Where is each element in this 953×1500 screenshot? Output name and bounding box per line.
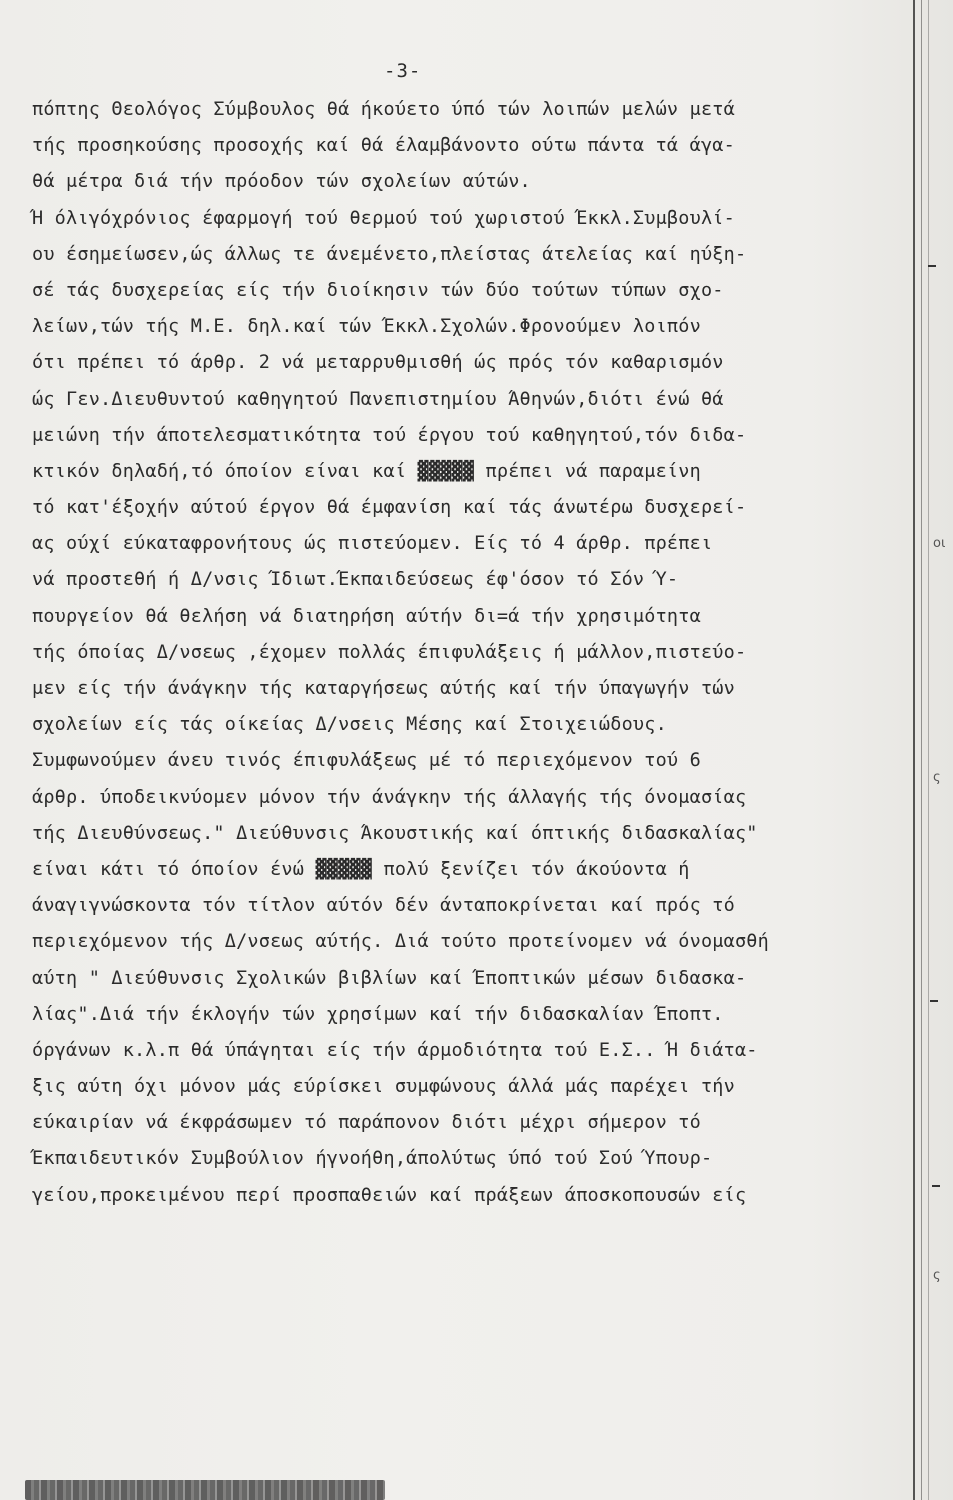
text-line: άναγιγνώσκοντα τόν τίτλον αύτόν δέν άνταποκρίνεται καί πρός τό xyxy=(32,895,735,917)
text-line: λείων,τών τής Μ.Ε. δηλ.καί τών Έκκλ.Σχολών.Φρονούμεν λοιπόν xyxy=(32,316,701,338)
text-line: αύτη " Διεύθυνσις Σχολικών βιβλίων καί Έποπτικών μέσων διδασκα- xyxy=(32,967,747,989)
text-line: τής Διευθύνσεως." Διεύθυνσις Άκουστικής καί όπτικής διδασκαλίας" xyxy=(32,822,758,844)
text-line: λίας".Διά τήν έκλογήν τών χρησίμων καί τήν διδασκαλίαν Έποπτ. xyxy=(32,1003,724,1025)
margin-tick xyxy=(930,1000,938,1002)
text-line: ας ούχί εύκαταφρονήτους ώς πιστεύομεν. Είς τό 4 άρθρ. πρέπει xyxy=(32,533,713,555)
text-line: πουργείον θά θελήση νά διατηρήση αύτήν δι=ά τήν χρησιμότητα xyxy=(32,605,701,627)
page-edge-line xyxy=(913,0,915,1500)
text-line: είναι κάτι τό όποίον ένώ ▓▓▓▓▓ πολύ ξενίζει τόν άκούοντα ή xyxy=(32,858,690,880)
text-line: μεν είς τήν άνάγκην τής καταργήσεως αύτής καί τήν ύπαγωγήν τών xyxy=(32,678,735,699)
text-line: κτικόν δηλαδή,τό όποίον είναι καί ▓▓▓▓▓ πρέπει νά παραμείνη xyxy=(32,460,701,482)
text-line: γείου,προκειμένου περί προσπαθειών καί πράξεων άποσκοπουσών είς xyxy=(32,1184,747,1206)
text-line: ότι πρέπει τό άρθρ. 2 νά μεταρρυθμισθή ώς πρός τόν καθαρισμόν xyxy=(32,352,724,374)
text-line: μειώνη τήν άποτελεσματικότητα τού έργου τού καθηγητού,τόν διδα- xyxy=(32,424,747,446)
text-line: ξις αύτη όχι μόνον μάς εύρίσκει συμφώνους άλλά μάς παρέχει τήν xyxy=(32,1076,735,1098)
text-line: τής όποίας Δ/νσεως ,έχομεν πολλάς έπιφυλάξεις ή μάλλον,πιστεύο- xyxy=(32,641,747,663)
text-line: Ή όλιγόχρόνιος έφαρμογή τού θερμού τού χωριστού Έκκλ.Συμβουλί- xyxy=(32,207,735,229)
text-line: όργάνων κ.λ.π θά ύπάγηται είς τήν άρμοδιότητα τού Ε.Σ.. Ή διάτα- xyxy=(32,1039,758,1061)
text-line: νά προστεθή ή Δ/νσις Ίδιωτ.Έκπαιδεύσεως έφ'όσον τό Σόν Ύ- xyxy=(32,569,679,591)
text-line: εύκαιρίαν νά έκφράσωμεν τό παράπονον διότι μέχρι σήμερον τό xyxy=(32,1112,701,1134)
page-number: -3- xyxy=(384,60,422,82)
margin-note: ς xyxy=(933,770,941,785)
margin-tick xyxy=(928,265,936,267)
text-line: ου έσημείωσεν,ώς άλλως τε άνεμένετο,πλείστας άτελείας καί ηύξη- xyxy=(32,243,747,265)
text-line: θά μέτρα διά τήν πρόοδον τών σχολείων αύτών. xyxy=(32,171,531,193)
text-line: Συμφωνούμεν άνευ τινός έπιφυλάξεως μέ τό περιεχόμενον τού 6 xyxy=(32,750,701,772)
text-line: περιεχόμενον τής Δ/νσεως αύτής. Διά τούτο προτείνομεν νά όνομασθή xyxy=(32,931,769,953)
margin-note: ς xyxy=(933,1268,941,1283)
margin-tick xyxy=(932,1185,940,1187)
text-line: ώς Γεν.Διευθυντού καθηγητού Πανεπιστημίου Άθηνών,διότι ένώ θά xyxy=(32,388,724,410)
page-edge-line xyxy=(921,0,922,1500)
cut-off-bottom-line xyxy=(25,1480,385,1500)
text-line: άρθρ. ύποδεικνύομεν μόνον τήν άνάγκην τής άλλαγής τής όνομασίας xyxy=(32,786,747,808)
text-line: τής προσηκούσης προσοχής καί θά έλαμβάνοντο ούτω πάντα τά άγα- xyxy=(32,135,735,157)
text-line: σέ τάς δυσχερείας είς τήν διοίκησιν τών δύο τούτων τύπων σχο- xyxy=(32,279,724,301)
text-line: Έκπαιδευτικόν Συμβούλιον ήγνοήθη,άπολύτως ύπό τού Σού Ύπουρ- xyxy=(32,1148,713,1170)
text-line: πόπτης Θεολόγος Σύμβουλος θά ήκούετο ύπό τών λοιπών μελών μετά xyxy=(32,99,735,120)
page-edge-line xyxy=(928,0,929,1500)
typed-text-body xyxy=(32,92,912,1214)
margin-note: οι xyxy=(933,536,946,551)
text-line: τό κατ'έξοχήν αύτού έργον θά έμφανίση καί τάς άνωτέρω δυσχερεί- xyxy=(32,497,747,519)
text-line: σχολείων είς τάς οίκείας Δ/νσεις Μέσης καί Στοιχειώδους. xyxy=(32,714,667,736)
